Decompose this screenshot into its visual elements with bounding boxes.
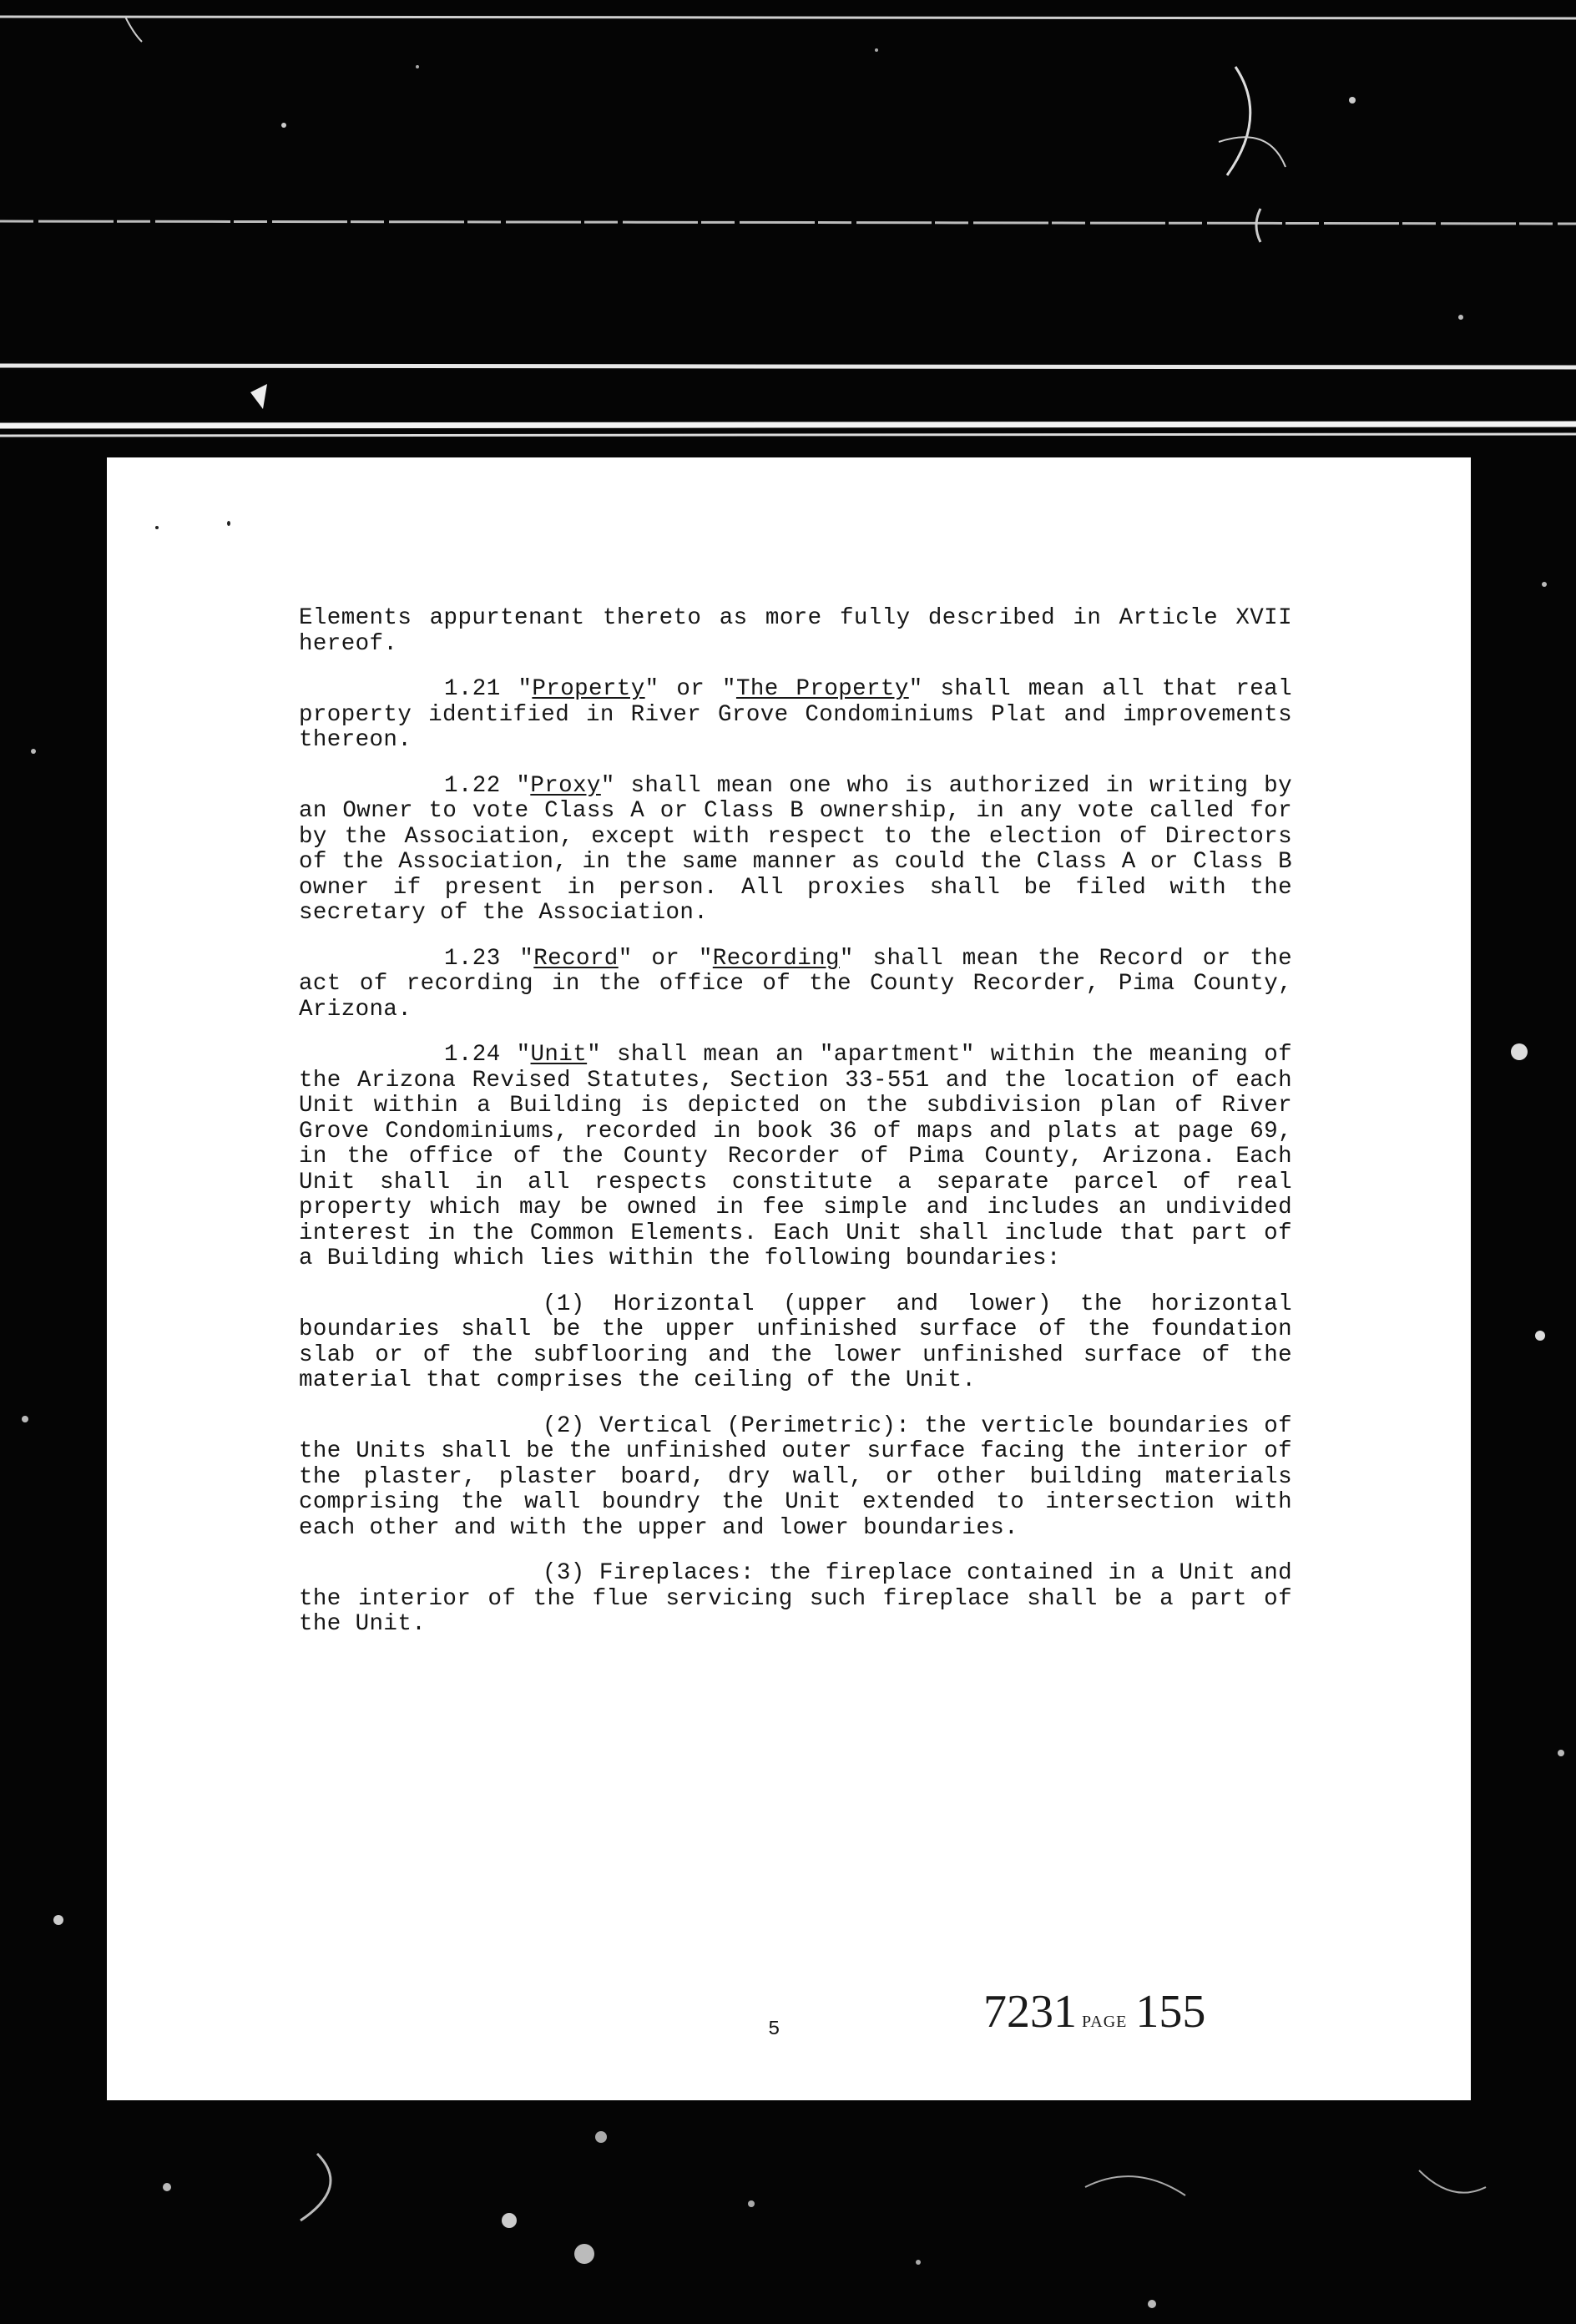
section-number: 1.21 xyxy=(444,676,501,702)
paragraph-text: " or " xyxy=(644,676,736,702)
defined-term: Unit xyxy=(530,1042,588,1068)
paragraph-text: " shall mean one who is authorized in writing by an Owner to vote Class A or Class B ownership, in any vote called for by the Association, except with respect to the election of Directors of the Association, in the same manner as could the Class A or Class B owner if present in person. All proxies shall be filed with the secretary of the Association. xyxy=(299,772,1292,926)
defined-term: The Property xyxy=(735,676,909,702)
paragraph-sub3 xyxy=(299,1561,1292,1638)
paragraph-text: Horizontal (upper and lower) the horizontal boundaries shall be the upper unfinished surface of the foundation slab or of the subflooring and the lower unfinished surface of the material that comprises the ceiling of the Unit. xyxy=(299,1291,1292,1393)
paragraph-text: Elements appurtenant thereto as more fully described in Article XVII hereof. xyxy=(299,605,1292,657)
paragraph-text: " shall mean all that real property identified in River Grove Condominiums Plat and improvements thereon. xyxy=(299,676,1292,753)
paragraph-1-24 xyxy=(299,1043,1292,1272)
section-number: 1.24 xyxy=(444,1042,501,1068)
document-page xyxy=(107,457,1471,2100)
paragraph-text: " xyxy=(516,1042,531,1068)
defined-term: Proxy xyxy=(530,772,601,799)
paragraph-text: Fireplaces: the fireplace contained in a Unit and the interior of the flue servicing such fireplace shall be a part of the Unit. xyxy=(299,1560,1292,1637)
defined-term: Property xyxy=(532,676,645,702)
defined-term: Record xyxy=(533,945,619,972)
paragraph-sub1 xyxy=(299,1292,1292,1394)
paragraph-text: Vertical (Perimetric): the verticle boundaries of the Units shall be the unfinished outer surface facing the interior of the plaster, plaster board, dry wall, or other building materials comprising the wall boundry the Unit extended to intersection with each other and with the upper and lower boundaries. xyxy=(299,1412,1292,1541)
page-number: 5 xyxy=(768,2018,780,2041)
paragraph-text: " shall mean an "apartment" within the meaning of the Arizona Revised Statutes, Section 33-551 and the location of each Unit within a Building is depicted on the subdivision plan of River Grove Condominiums, recorded in book 36 of maps and plats at page 69, in the office of the County Recorder of Pima County, Arizona. Each Unit shall in all respects constitute a separate parcel of real property which may be owned in fee simple and includes an undivided interest in the Common Elements. Each Unit shall include that part of a Building which lies within the following boundaries: xyxy=(299,1042,1292,1271)
section-number: (1) xyxy=(543,1291,585,1317)
paragraph-cont xyxy=(299,606,1292,657)
docket-stamp xyxy=(983,1985,1205,2039)
paragraph-1-23 xyxy=(299,947,1292,1023)
section-number: (3) xyxy=(543,1560,585,1586)
docket-page-number: 155 xyxy=(1135,1986,1206,2038)
paragraph-text: " xyxy=(516,772,531,799)
speck xyxy=(227,521,230,526)
section-number: 1.23 xyxy=(444,945,501,972)
paragraph-sub2 xyxy=(299,1414,1292,1542)
paragraph-text: " shall mean the Record or the act of recording in the office of the County Recorder, Pima County, Arizona. xyxy=(299,945,1293,1023)
section-number: (2) xyxy=(543,1412,585,1439)
paragraph-1-21 xyxy=(299,677,1292,754)
docket-book-number: 7231 xyxy=(983,1986,1077,2038)
body-text xyxy=(299,606,1292,1658)
paragraph-text: " or " xyxy=(618,945,713,972)
section-number: 1.22 xyxy=(444,772,501,799)
defined-term: Recording xyxy=(712,945,840,972)
paragraph-1-22 xyxy=(299,774,1292,927)
speck xyxy=(155,526,159,529)
paragraph-text: " xyxy=(518,676,533,702)
paragraph-text: " xyxy=(519,945,534,972)
docket-page-label: PAGE xyxy=(1082,2013,1128,2031)
